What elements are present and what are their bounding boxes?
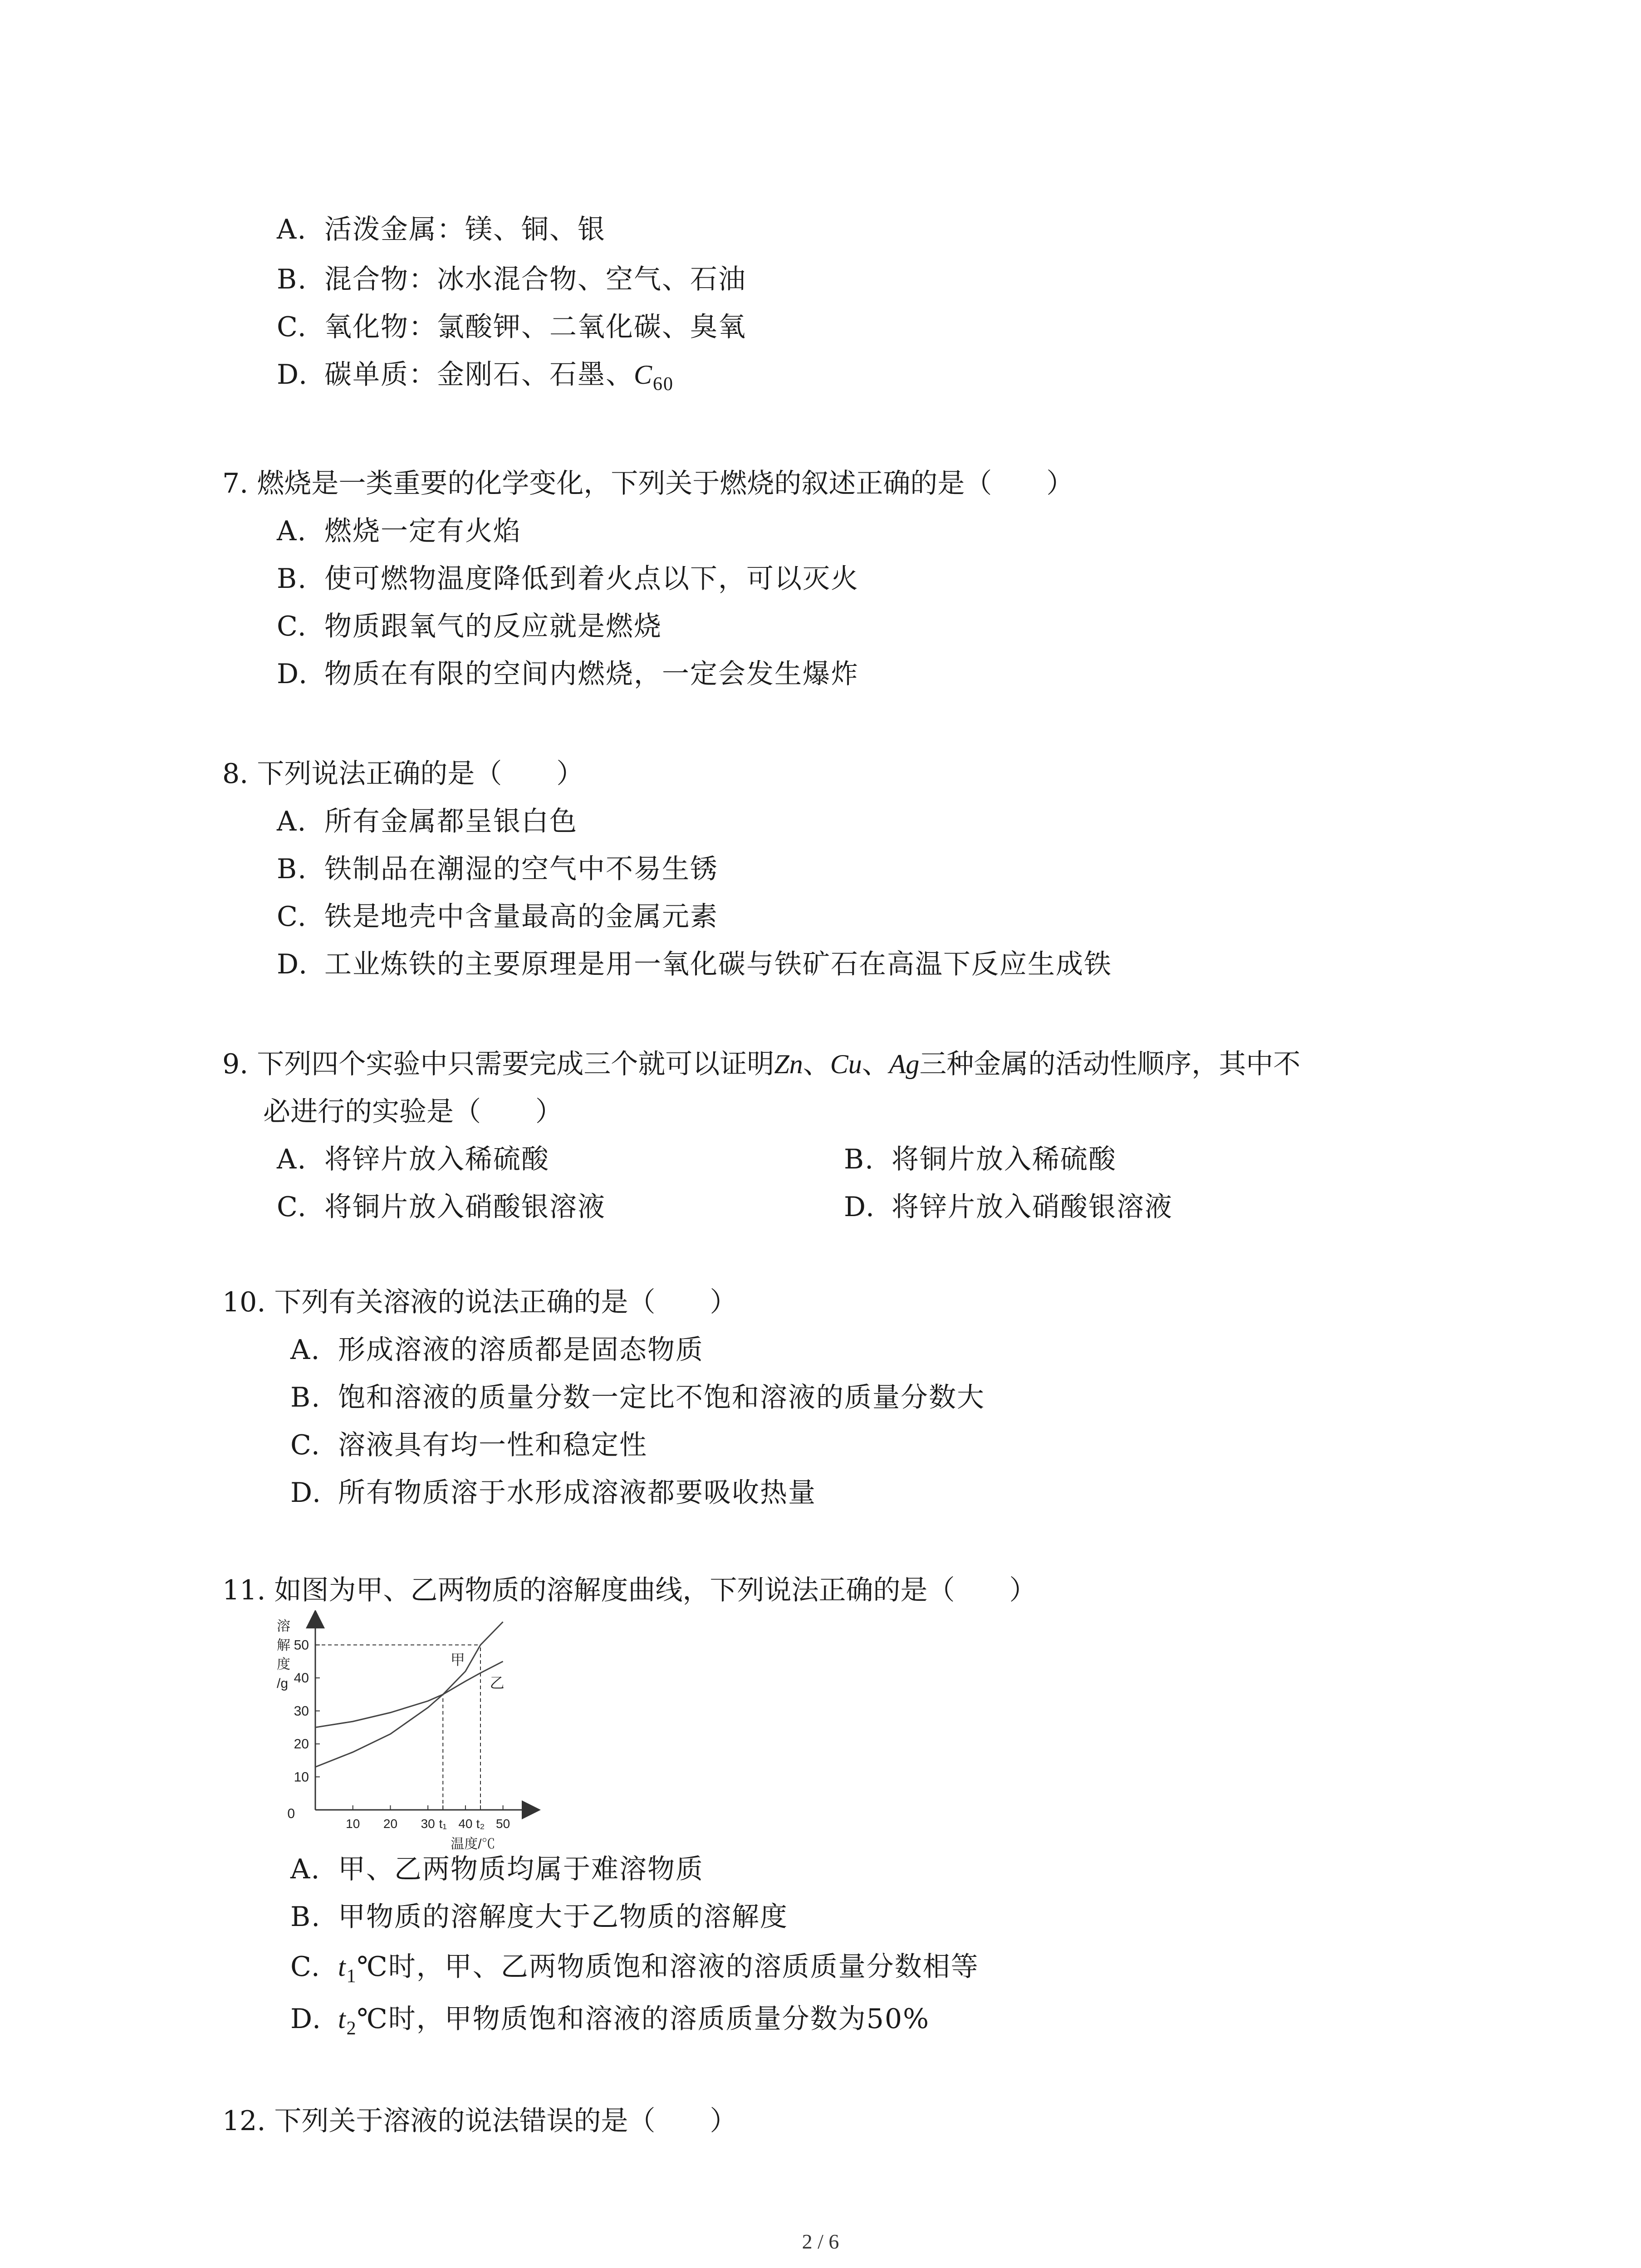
q10-option-d: D. 所有物质溶于水形成溶液都要吸收热量 — [290, 1477, 816, 1509]
q6-option-b: B. 混合物：冰水混合物、空气、石油 — [277, 264, 746, 295]
yi-curve — [315, 1662, 503, 1728]
q9-option-d: D. 将锌片放入硝酸银溶液 — [844, 1191, 1173, 1223]
q6-option-d: D. 碳单质：金刚石、石墨、$C_{60}$ — [277, 359, 674, 395]
t2-variable: $t_2$ — [338, 2004, 357, 2039]
q9-option-b: B. 将铜片放入稀硫酸 — [844, 1144, 1117, 1175]
q7-option-a: A. 燃烧一定有火焰 — [277, 515, 521, 547]
y-tick-label: 10 — [294, 1769, 309, 1785]
q10-option-b: B. 饱和溶液的质量分数一定比不饱和溶液的质量分数大 — [290, 1382, 985, 1413]
x-tick-label: 20 — [383, 1817, 398, 1831]
y-tick-label: 50 — [294, 1637, 309, 1653]
q11-option-c: C. $t_1℃$时，甲、乙两物质饱和溶液的溶质质量分数相等 — [290, 1951, 979, 1987]
q10-stem: 10. 下列有关溶液的说法正确的是（ ） — [222, 1286, 737, 1318]
q11-option-a: A. 甲、乙两物质均属于难溶物质 — [290, 1853, 704, 1885]
q11-option-d: D. $t_2℃$时，甲物质饱和溶液的溶质质量分数为50% — [290, 2003, 930, 2039]
y-axis-label-char: /g — [277, 1676, 289, 1691]
q11-stem: 11. 如图为甲、乙两物质的溶解度曲线，下列说法正确的是（ ） — [222, 1574, 1037, 1606]
jia-curve — [315, 1622, 503, 1767]
q9-option-a: A. 将锌片放入稀硫酸 — [277, 1144, 549, 1175]
series-label-jia: 甲 — [450, 1652, 465, 1668]
t1-variable: $t_1$ — [338, 1952, 357, 1987]
page-number: 2 / 6 — [802, 2230, 839, 2253]
q8-option-a: A. 所有金属都呈银白色 — [277, 806, 578, 837]
y-axis-label-char: 解 — [277, 1638, 290, 1653]
x-tick-label: 50 — [496, 1817, 510, 1831]
q7-option-b: B. 使可燃物温度降低到着火点以下，可以灭火 — [277, 563, 859, 595]
q6-option-a: A. 活泼金属：镁、铜、银 — [277, 214, 606, 245]
x-tick-label: 10 — [346, 1817, 360, 1831]
y-tick-label: 20 — [294, 1736, 309, 1752]
c60-formula: $C_{60}$ — [634, 360, 674, 395]
q6-option-c: C. 氧化物：氯酸钾、二氧化碳、臭氧 — [277, 311, 746, 343]
x-axis-label: 温度/℃ — [451, 1837, 495, 1852]
q9-stem-line2: 必进行的实验是（ ） — [263, 1096, 563, 1128]
q11-option-b: B. 甲物质的溶解度大于乙物质的溶解度 — [290, 1901, 788, 1933]
q8-option-d: D. 工业炼铁的主要原理是用一氧化碳与铁矿石在高温下反应生成铁 — [277, 948, 1112, 980]
q9-stem: 9. 下列四个实验中只需要完成三个就可以证明Zn、Cu、Ag三种金属的活动性顺序，其中不 — [222, 1048, 1301, 1080]
q7-option-d: D. 物质在有限的空间内燃烧，一定会发生爆炸 — [277, 658, 859, 690]
q7-stem: 7. 燃烧是一类重要的化学变化，下列关于燃烧的叙述正确的是（ ） — [222, 468, 1074, 499]
y-axis-label-char: 度 — [277, 1657, 290, 1672]
solubility-chart — [272, 1610, 544, 1855]
q9-option-c: C. 将铜片放入硝酸银溶液 — [277, 1191, 606, 1223]
q10-option-c: C. 溶液具有均一性和稳定性 — [290, 1429, 647, 1461]
x-tick-label: 30 — [421, 1817, 435, 1831]
y-tick-label: 40 — [294, 1671, 309, 1686]
x-tick-label: t₂ — [476, 1817, 485, 1831]
y-tick-label: 30 — [294, 1703, 309, 1719]
q7-option-c: C. 物质跟氧气的反应就是燃烧 — [277, 611, 662, 642]
x-tick-label: 40 — [458, 1817, 473, 1831]
y-axis-label-char: 溶 — [277, 1619, 290, 1634]
x-tick-label: t₁ — [439, 1817, 447, 1831]
y-tick-label: 0 — [287, 1806, 295, 1821]
q8-option-c: C. 铁是地壳中含量最高的金属元素 — [277, 901, 718, 933]
q8-option-b: B. 铁制品在潮湿的空气中不易生锈 — [277, 853, 718, 885]
series-label-yi: 乙 — [490, 1674, 505, 1691]
q12-stem: 12. 下列关于溶液的说法错误的是（ ） — [222, 2105, 737, 2137]
q10-option-a: A. 形成溶液的溶质都是固态物质 — [290, 1334, 704, 1366]
q8-stem: 8. 下列说法正确的是（ ） — [222, 758, 584, 790]
